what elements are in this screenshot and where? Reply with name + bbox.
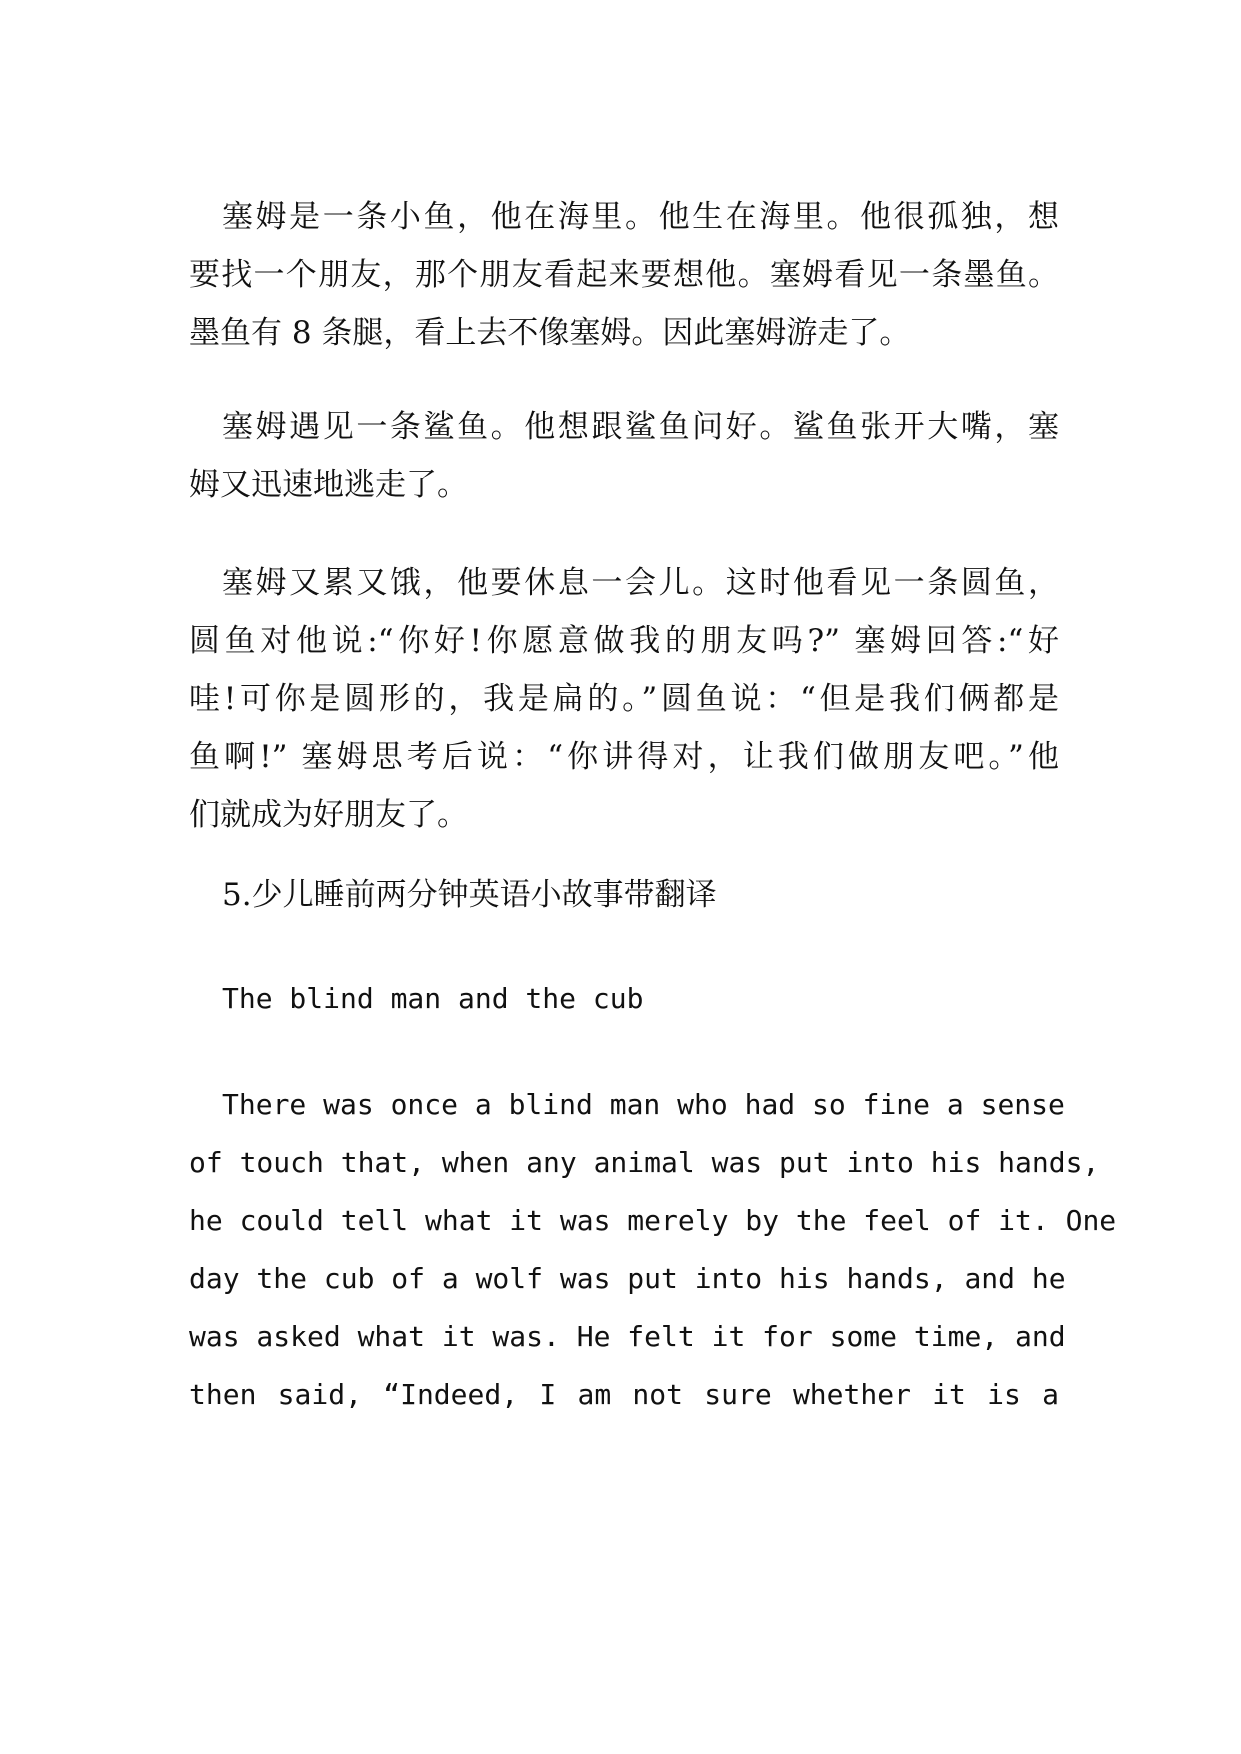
text-line: day the cub of a wolf was put into his hands, and he xyxy=(189,1262,1066,1295)
text-line: then said, “Indeed, I am not sure whether it is a xyxy=(189,1378,1059,1411)
paragraph-sam-octopus xyxy=(189,188,1059,362)
story-title-text: The blind man and the cub xyxy=(222,982,644,1015)
text-line: 塞姆遇见一条鲨鱼。他想跟鲨鱼问好。鲨鱼张开大嘴，塞 xyxy=(222,409,1059,445)
text-line: 姆又迅速地逃走了。 xyxy=(189,467,468,503)
section-heading-text: 5.少儿睡前两分钟英语小故事带翻译 xyxy=(222,877,717,913)
text-line: 要找一个朋友，那个朋友看起来要想他。塞姆看见一条墨鱼。 xyxy=(189,257,1059,293)
text-line: There was once a blind man who had so fine a sense xyxy=(222,1088,1065,1121)
text-line: 们就成为好朋友了。 xyxy=(189,797,468,833)
paragraph-blind-man xyxy=(189,1076,1117,1424)
text-line: was asked what it was. He felt it for some time, and xyxy=(189,1320,1066,1353)
paragraph-sam-roundfish xyxy=(189,554,1059,844)
text-line: he could tell what it was merely by the feel of it. One xyxy=(189,1204,1117,1237)
text-line: 鱼啊!” 塞姆思考后说：“你讲得对，让我们做朋友吧。”他 xyxy=(189,739,1059,775)
section-heading xyxy=(189,866,1059,924)
paragraph-sam-shark xyxy=(189,398,1059,514)
text-line: 圆鱼对他说:“你好!你愿意做我的朋友吗?” 塞姆回答:“好 xyxy=(189,623,1059,659)
text-line: 哇!可你是圆形的，我是扁的。”圆鱼说：“但是我们俩都是 xyxy=(189,681,1059,717)
text-line: 塞姆是一条小鱼，他在海里。他生在海里。他很孤独，想 xyxy=(222,199,1059,235)
text-line: 墨鱼有 8 条腿，看上去不像塞姆。因此塞姆游走了。 xyxy=(189,315,911,351)
story-title xyxy=(189,970,1059,1028)
text-line: of touch that, when any animal was put into his hands, xyxy=(189,1146,1100,1179)
text-line: 塞姆又累又饿，他要休息一会儿。这时他看见一条圆鱼， xyxy=(222,565,1059,601)
